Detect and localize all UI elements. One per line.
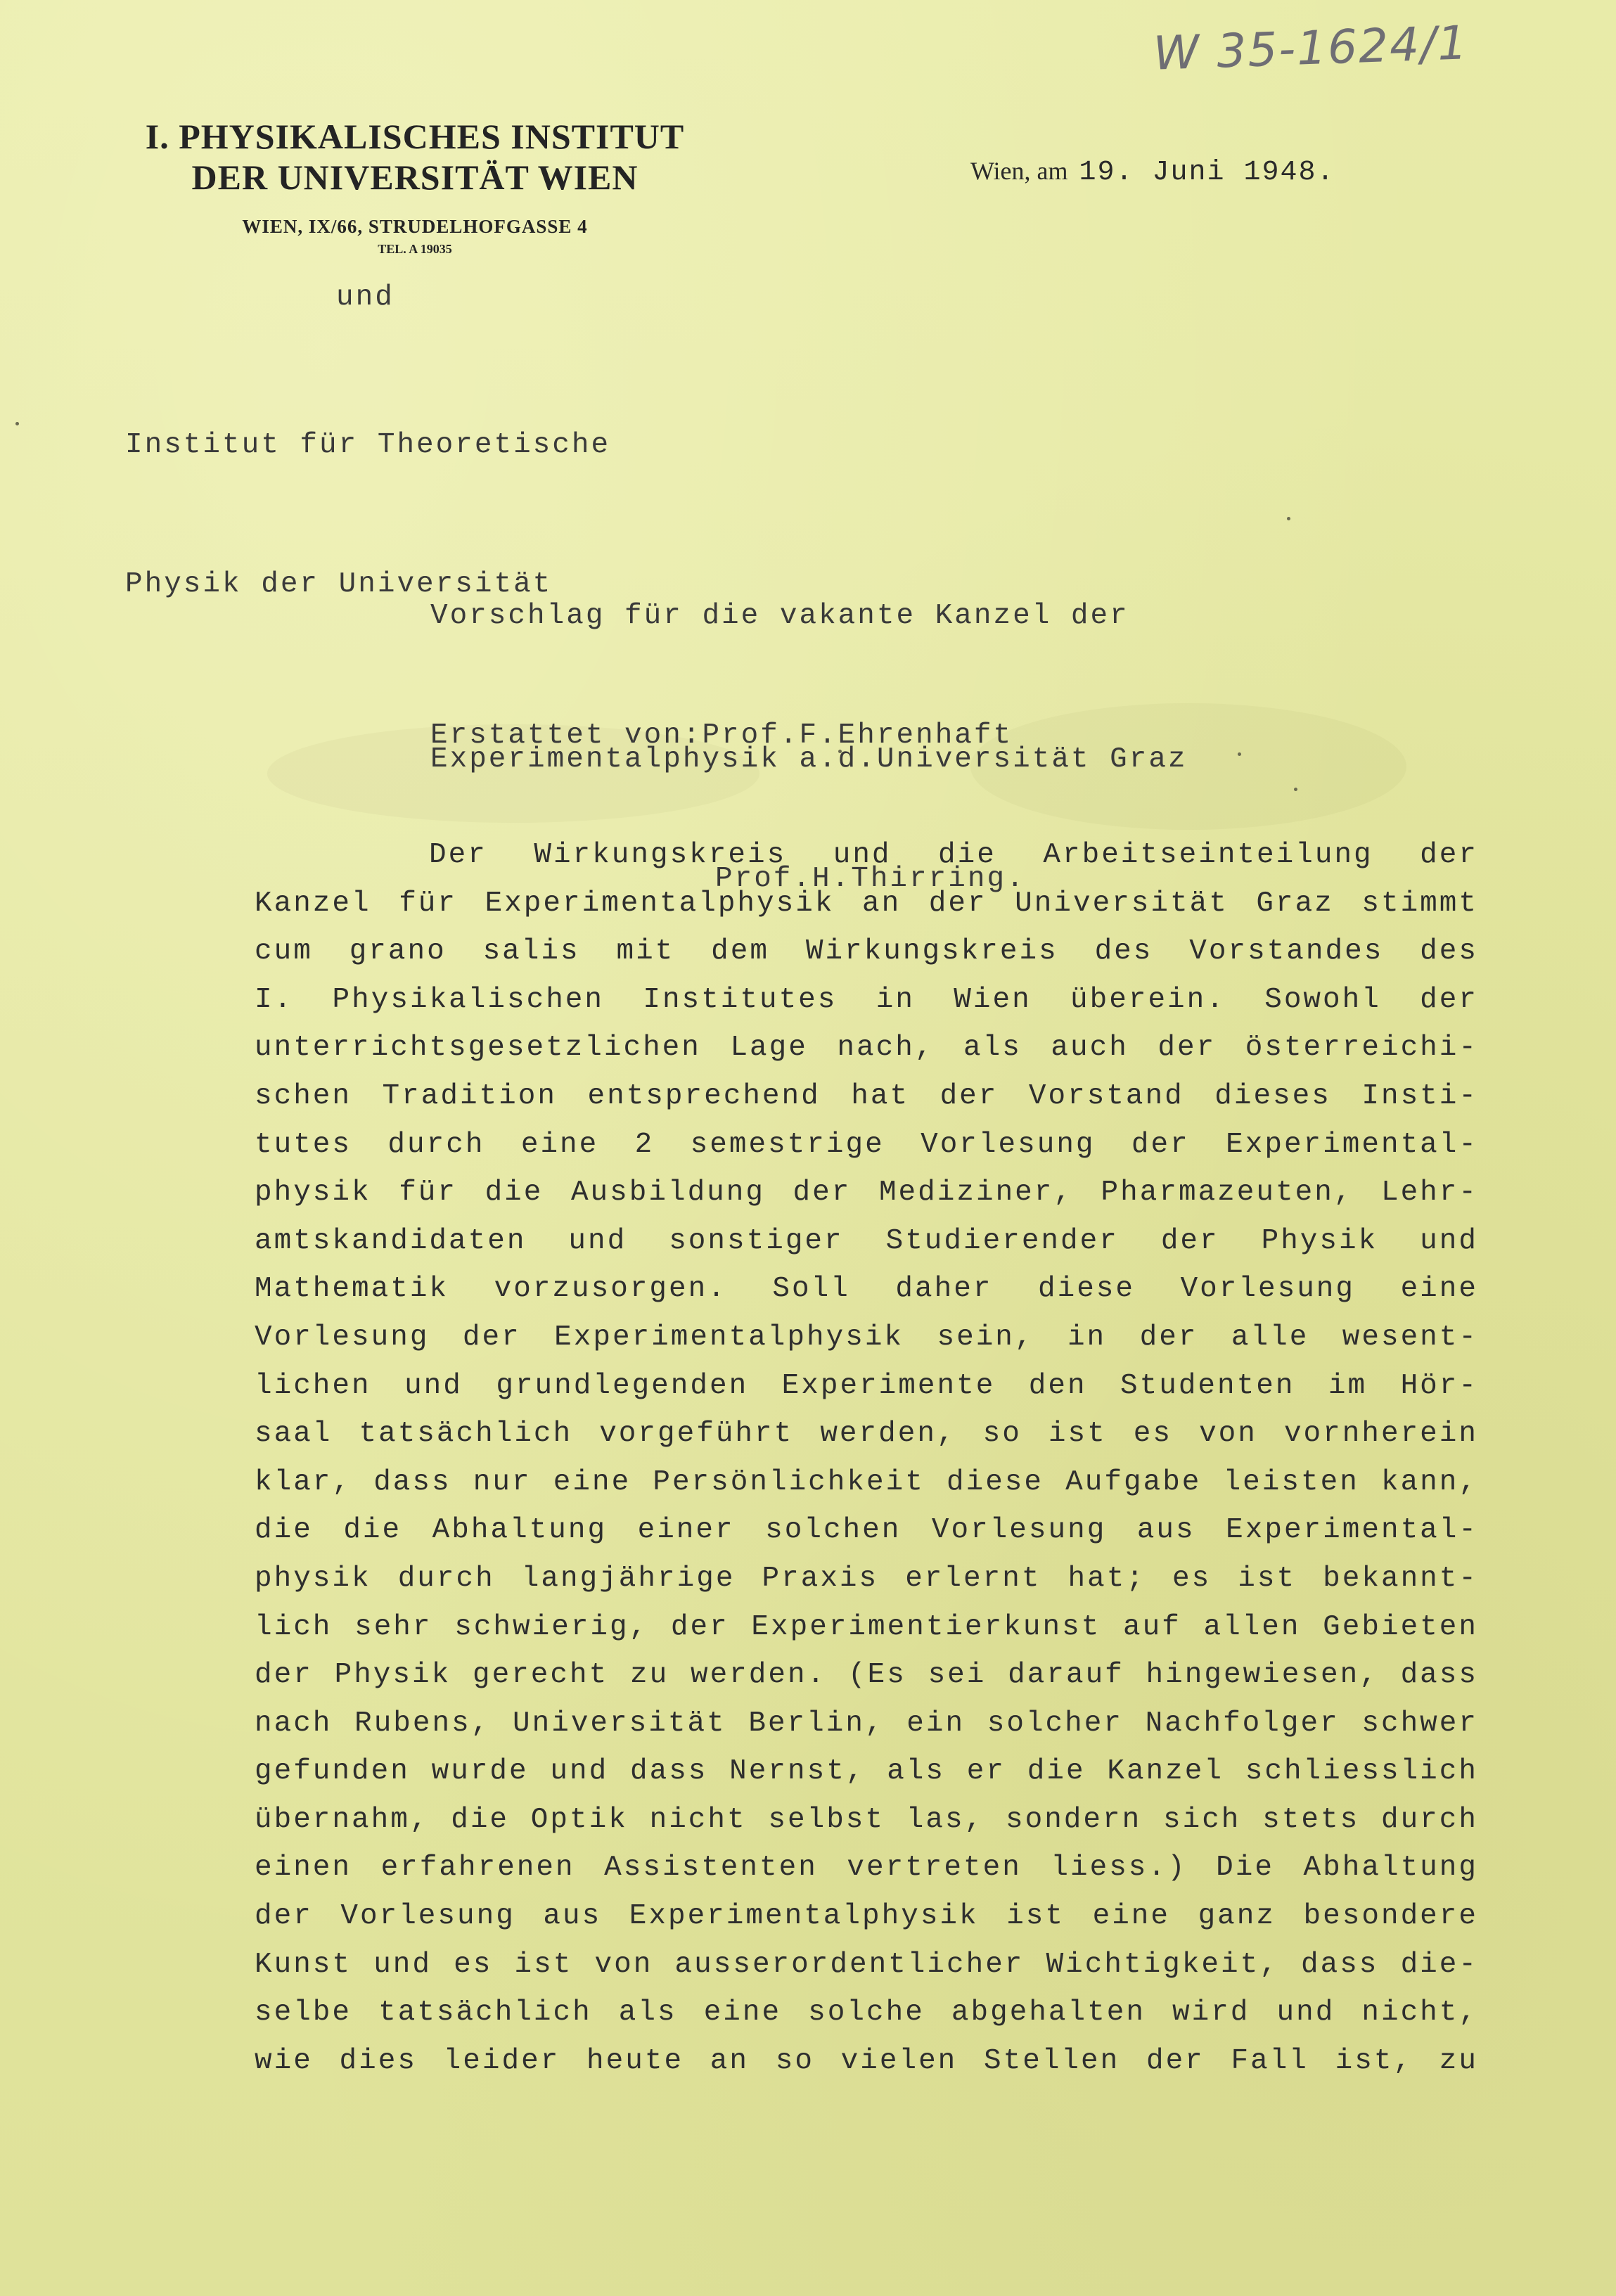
body-line: unterrichtsgesetzlichen Lage nach, als auch der österreichi- — [255, 1032, 1478, 1065]
body-line: lich sehr schwierig, der Experimentierkunst auf allen Gebieten — [255, 1610, 1478, 1643]
body-line: cum grano salis mit dem Wirkungskreis des Vorstandes des — [255, 935, 1478, 968]
body-line: der Vorlesung aus Experimentalphysik ist eine ganz besondere — [255, 1900, 1478, 1933]
body-line: selbe tatsächlich als eine solche abgehalten wird und nicht, — [255, 1996, 1478, 2029]
date-prefix: Wien, am — [970, 157, 1068, 185]
body-line: lichen und grundlegenden Experimente den Studenten im Hör- — [255, 1369, 1478, 1402]
body-line: nach Rubens, Universität Berlin, ein solcher Nachfolger schwer — [255, 1707, 1478, 1740]
body-line: übernahm, die Optik nicht selbst las, sondern sich stets durch — [255, 1803, 1478, 1836]
body-line: saal tatsächlich vorgeführt werden, so ist es von vornherein — [255, 1418, 1478, 1451]
body-line: der Physik gerecht zu werden. (Es sei darauf hingewiesen, dass — [255, 1659, 1478, 1692]
body-line: klar, dass nur eine Persönlichkeit diese Aufgabe leisten kann, — [255, 1466, 1478, 1499]
subject-line2: Experimentalphysik a.d.Universität Graz — [430, 743, 1188, 776]
letterhead-institute-name: I. PHYSIKALISCHES INSTITUT — [145, 117, 685, 156]
body-line: Der Wirkungskreis und die Arbeitseinteilung der — [429, 839, 1478, 871]
letterhead-address: WIEN, IX/66, STRUDELHOFGASSE 4 — [242, 216, 588, 237]
date-value: 19. Juni 1948. — [1079, 157, 1335, 188]
body-line: Vorlesung der Experimentalphysik sein, in der alle wesent- — [255, 1321, 1478, 1354]
body-line: wie dies leider heute an so vielen Stellen der Fall ist, zu — [255, 2044, 1478, 2077]
body-line: Kanzel für Experimentalphysik an der Universität Graz stimmt — [255, 887, 1478, 920]
body-paragraph — [255, 831, 1478, 2085]
archive-signature-mark: W 35-1624/1 — [1152, 15, 1470, 81]
body-line: amtskandidaten und sonstiger Studierender der Physik und — [255, 1224, 1478, 1257]
subject-line1: Vorschlag für die vakante Kanzel der — [430, 600, 1129, 632]
margin-mark — [15, 422, 19, 425]
conjunction-und: und — [336, 281, 395, 314]
date-line — [970, 156, 1335, 188]
body-line: I. Physikalischen Institutes in Wien überein. Sowohl der — [255, 983, 1478, 1016]
second-institute-line1: Institut für Theoretische — [125, 429, 611, 461]
margin-mark — [1238, 752, 1241, 756]
body-line: schen Tradition entsprechend hat der Vorstand dieses Insti- — [255, 1079, 1478, 1112]
margin-mark — [1294, 788, 1297, 791]
second-institute-line2: Physik der Universität — [125, 568, 553, 601]
body-line: tutes durch eine 2 semestrige Vorlesung der Experimental- — [255, 1128, 1478, 1161]
body-line: gefunden wurde und dass Nernst, als er die Kanzel schliesslich — [255, 1755, 1478, 1788]
letterhead-university-name: DER UNIVERSITÄT WIEN — [191, 158, 639, 197]
body-line: physik durch langjährige Praxis erlernt hat; es ist bekannt- — [255, 1562, 1478, 1595]
letterhead-telephone: TEL. A 19035 — [378, 242, 452, 256]
submitted-by-line1: Erstattet von:Prof.F.Ehrenhaft — [430, 719, 1013, 752]
letterhead — [120, 116, 710, 257]
body-line: physik für die Ausbildung der Mediziner, Pharmazeuten, Lehr- — [255, 1176, 1478, 1210]
submitted-by-line2: Prof.H.Thirring. — [715, 863, 1026, 895]
body-line: einen erfahrenen Assistenten vertreten liess.) Die Abhaltung — [255, 1852, 1478, 1885]
body-line: die die Abhaltung einer solchen Vorlesung aus Experimental- — [255, 1514, 1478, 1547]
margin-mark — [1287, 517, 1290, 520]
body-line: Mathematik vorzusorgen. Soll daher diese Vorlesung eine — [255, 1273, 1478, 1306]
body-line: Kunst und es ist von ausserordentlicher Wichtigkeit, dass die- — [255, 1948, 1478, 1981]
